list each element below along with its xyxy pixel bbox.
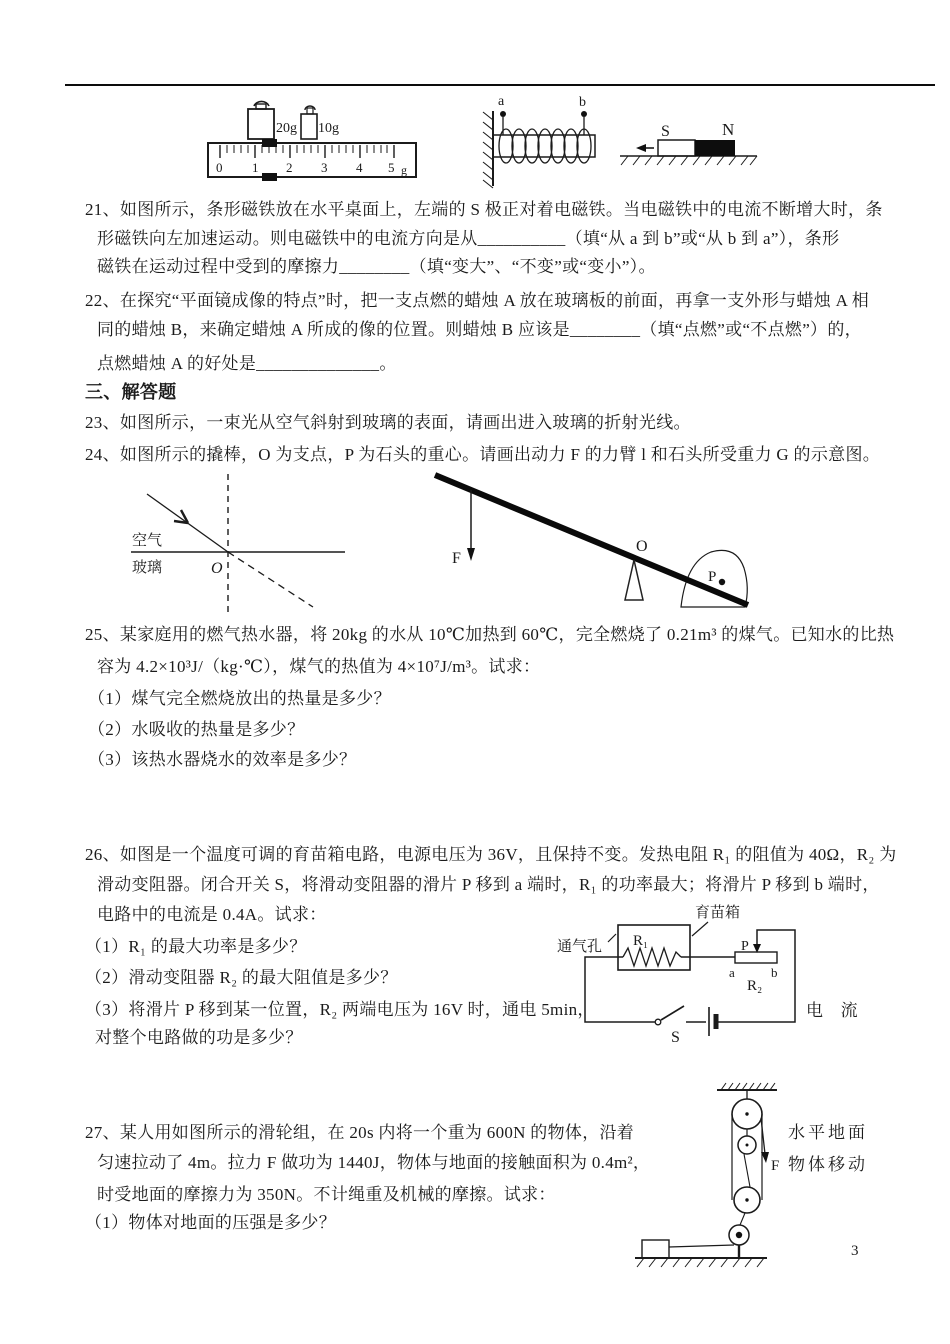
- q26-line: 对整个电路做的功是多少？: [95, 1028, 303, 1047]
- origin-label: O: [211, 560, 223, 577]
- q26-subquestion: （2）滑动变阻器 R₂ 的最大阻值是多少？: [85, 968, 398, 987]
- scale-tick-2: 2: [286, 160, 293, 175]
- figure-lever: [425, 460, 760, 612]
- q21-line: 磁铁在运动过程中受到的摩擦力________（填“变大”、“不变”或“变小”）。: [97, 257, 656, 276]
- weight-10g-icon: [301, 106, 317, 139]
- q21-line: 形磁铁向左加速运动。则电磁铁中的电流方向是从__________（填“从 a 到 b”或“从 b 到 a”），条形: [97, 229, 840, 248]
- pulley-lower: [734, 1187, 760, 1213]
- gravity-center-label: P: [708, 569, 717, 585]
- q25-subquestion: （1）煤气完全燃烧放出的热量是多少？: [88, 689, 391, 708]
- q25-line: 25、某家庭用的燃气热水器，将 20kg 的水从 10℃加热到 60℃，完全燃烧了 0.21m³ 的煤气。已知水的比热: [85, 625, 895, 644]
- weight-20g-label: 20g: [276, 121, 297, 136]
- rope-to-block: [669, 1245, 734, 1247]
- fulcrum-label: O: [636, 538, 648, 555]
- q24-line: 24、如图所示的撬棒，O 为支点，P 为石头的重心。请画出动力 F 的力臂 l 和石头所受重力 G 的示意图。: [85, 445, 881, 464]
- q27-wrapped-text: 物体移动: [788, 1155, 868, 1174]
- q27-wrapped-text: 水平地面: [788, 1123, 868, 1142]
- figure-balance-scale: [195, 95, 430, 185]
- wall-hatching: [483, 111, 493, 188]
- terminal-b: [581, 111, 587, 135]
- q26-line: 26、如图是一个温度可调的育苗箱电路，电源电压为 36V，且保持不变。发热电阻 R₁ 的阻值为 40Ω，R₂ 为: [85, 845, 897, 864]
- figure-bar-magnet: [612, 108, 762, 172]
- gravity-center-dot: [719, 579, 725, 585]
- air-label: 空气: [132, 533, 163, 549]
- q23-line: 23、如图所示，一束光从空气斜射到玻璃的表面，请画出进入玻璃的折射光线。: [85, 413, 691, 432]
- q26-subquestion: （3）将滑片 P 移到某一位置，R₂ 两端电压为 16V 时，通电 5min，: [85, 1000, 595, 1019]
- q26-subquestion: （1）R₁ 的最大功率是多少？: [85, 937, 307, 956]
- ground-hatching: [635, 1258, 767, 1267]
- r2-label: R₂: [747, 978, 763, 994]
- pull-force-label: F: [771, 1158, 780, 1174]
- pulley-small-mid: [738, 1136, 756, 1154]
- q27-line: 时受地面的摩擦力为 350N。不计绳重及机械的摩擦。试求：: [97, 1185, 556, 1204]
- magnet-s-label: S: [661, 123, 670, 140]
- magnet-icon: [658, 140, 735, 156]
- slider-label: P: [741, 939, 749, 954]
- crowbar: [435, 475, 748, 605]
- section-heading: 三、解答题: [85, 382, 177, 402]
- heating-resistor-icon: [623, 948, 681, 966]
- scale-tick-4: 4: [356, 160, 363, 175]
- scale-tick-5: 5: [388, 160, 395, 175]
- q27-line: 匀速拉动了 4m。拉力 F 做功为 1440J，物体与地面的接触面积为 0.4m²，: [97, 1153, 651, 1172]
- q25-subquestion: （2）水吸收的热量是多少？: [88, 720, 305, 739]
- switch-label: S: [671, 1029, 680, 1046]
- force-label: F: [452, 550, 461, 567]
- header-rule: [65, 84, 935, 86]
- scale-unit-label: g: [401, 163, 407, 177]
- scale-tick-1: 1: [252, 160, 259, 175]
- solenoid-coil-icon: [493, 129, 595, 163]
- incubator-box: [618, 925, 690, 970]
- q25-subquestion: （3）该热水器烧水的效率是多少？: [88, 750, 357, 769]
- page-number: 3: [851, 1243, 859, 1259]
- rheostat-b-label: b: [771, 965, 778, 980]
- incubator-box-label: 育苗箱: [695, 905, 741, 921]
- battery-icon: [709, 1007, 716, 1036]
- pulley-link-2: [740, 1213, 745, 1225]
- fixed-pulley-top: [732, 1099, 762, 1129]
- ceiling-hatching: [717, 1083, 777, 1090]
- figure-circuit: [545, 895, 905, 1050]
- figure-refraction: [85, 468, 355, 618]
- weight-10g-label: 10g: [318, 121, 339, 136]
- scale-beam: [208, 139, 416, 181]
- q25-line: 容为 4.2×10³J/（kg·℃），煤气的热值为 4×10⁷J/m³。试求：: [97, 657, 541, 676]
- q21-line: 21、如图所示，条形磁铁放在水平桌面上，左端的 S 极正对着电磁铁。当电磁铁中的电流不断增大时，条: [85, 200, 883, 219]
- q27-subquestion: （1）物体对地面的压强是多少？: [85, 1213, 336, 1232]
- scale-tick-3: 3: [321, 160, 328, 175]
- scale-tick-0: 0: [216, 160, 223, 175]
- undeviated-ray-dashed: [228, 552, 313, 607]
- glass-label: 玻璃: [132, 560, 163, 576]
- ground-hatching: [620, 156, 757, 165]
- terminal-a-label: a: [498, 94, 505, 109]
- terminal-a: [500, 111, 506, 135]
- scale-rider-top: [262, 139, 277, 147]
- vent-pointer-line: [608, 934, 616, 942]
- terminal-b-label: b: [579, 95, 586, 110]
- circuit-wire-left: [585, 957, 655, 1022]
- motion-arrow-icon: [636, 144, 654, 152]
- fulcrum-triangle: [625, 560, 643, 600]
- weight-20g-icon: [248, 101, 274, 139]
- pulley-link-slant: [744, 1154, 750, 1187]
- ground-pulley: [729, 1225, 749, 1258]
- q22-line: 同的蜡烛 B，来确定蜡烛 A 所成的像的位置。则蜡烛 B 应该是________（填“点燃”或“不点燃”）的，: [97, 320, 862, 339]
- r1-label: R₁: [633, 933, 649, 949]
- figure-pulley-system: [630, 1068, 815, 1268]
- switch-icon: [655, 1006, 684, 1025]
- q26-line: 电路中的电流是 0.4A。试求：: [97, 905, 327, 924]
- figure-solenoid: [478, 93, 608, 189]
- q27-line: 27、某人用如图所示的滑轮组，在 20s 内将一个重为 600N 的物体，沿着: [85, 1123, 635, 1142]
- q26-line: 滑动变阻器。闭合开关 S，将滑动变阻器的滑片 P 移到 a 端时，R₁ 的功率最大；将滑片 P 移到 b 端时，: [97, 875, 880, 894]
- q22-line: 22、在探究“平面镜成像的特点”时，把一支点燃的蜡烛 A 放在玻璃板的前面，再拿一支外形与蜡烛 A 相: [85, 291, 870, 310]
- vent-label: 通气孔: [557, 939, 603, 955]
- scale-rider-bottom: [262, 173, 277, 181]
- box-pointer-line: [692, 922, 708, 936]
- magnet-n-label: N: [722, 120, 735, 139]
- q26-wrapped-text: 电 流: [806, 1001, 858, 1020]
- rheostat-a-label: a: [729, 965, 735, 980]
- force-arrow: [467, 490, 475, 561]
- q22-line: 点燃蜡烛 A 的好处是______________。: [97, 354, 397, 373]
- object-block: [642, 1240, 669, 1258]
